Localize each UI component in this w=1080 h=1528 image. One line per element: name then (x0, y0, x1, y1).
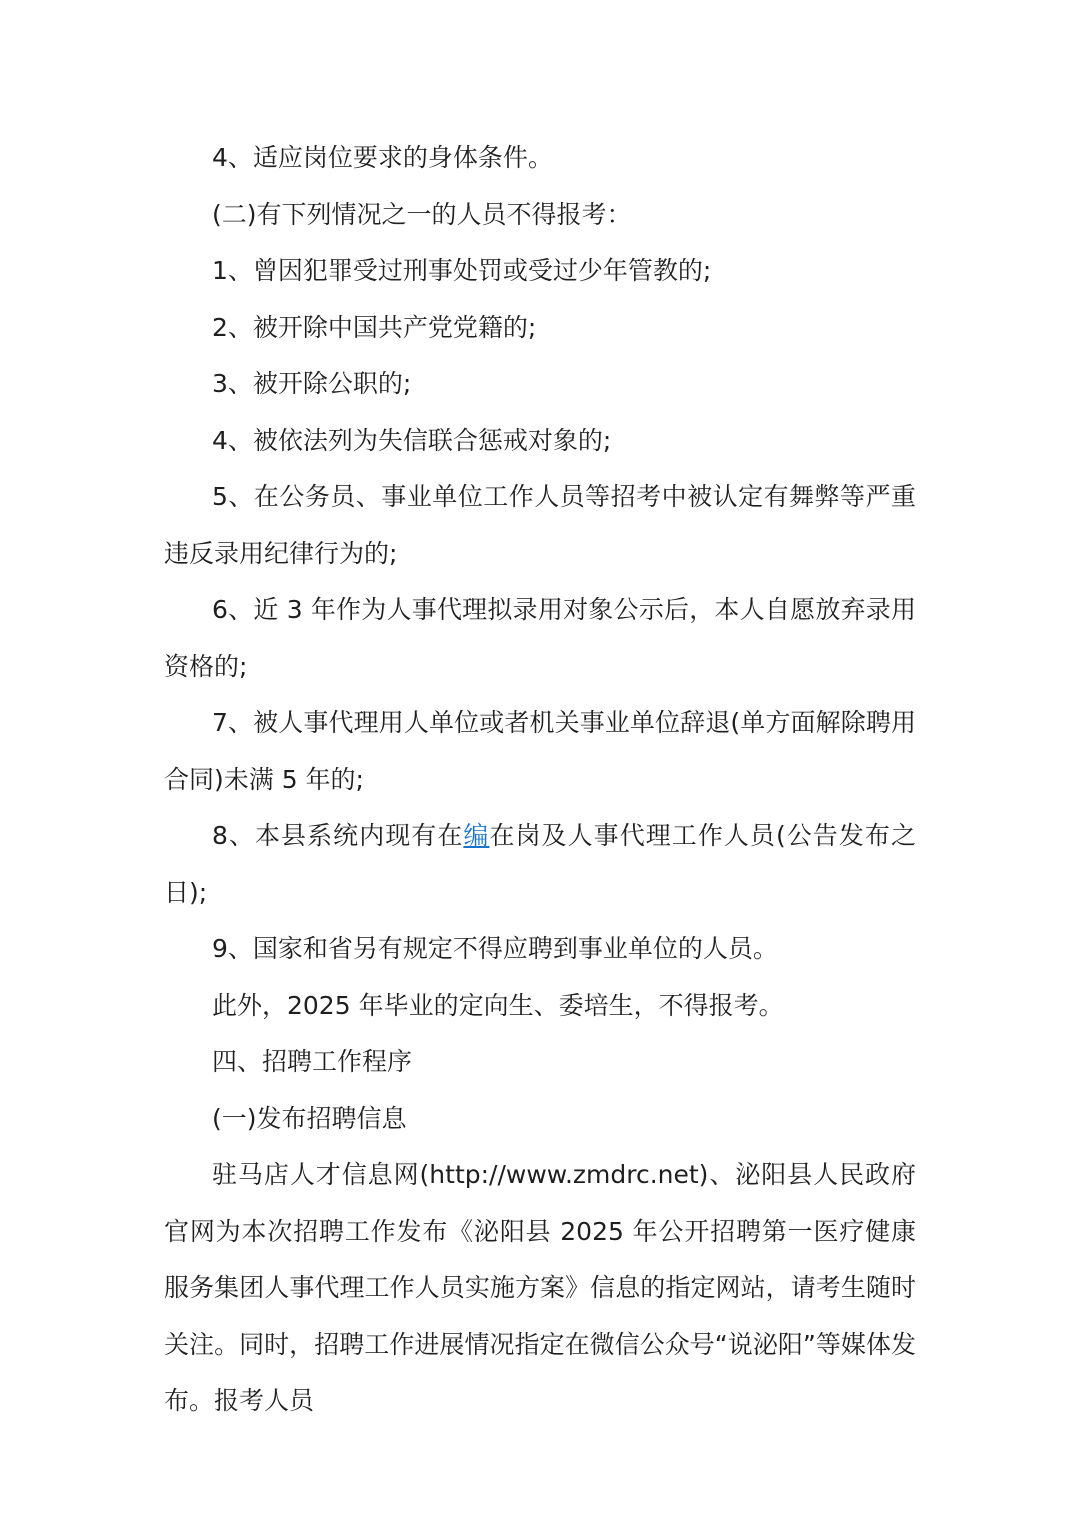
paragraph-exam-fraud: 5、在公务员、事业单位工作人员等招考中被认定有舞弊等严重违反录用纪律行为的; (164, 482, 916, 568)
paragraph-publish-info: 驻马店人才信息网(http://www.zmdrc.net)、泌阳县人民政府官网为本次招聘工作发布《泌阳县 2025 年公开招聘第一医疗健康服务集团人事代理工作人员实施方案》信息的指定网站，请考生随时关注。同时，招聘工作进展情况指定在微信公众号“说泌阳”等媒体发布。报考人员 (164, 1160, 916, 1415)
paragraph-disqualification-heading: (二)有下列情况之一的人员不得报考： (212, 199, 632, 229)
paragraph-current-staff-after: 在岗及人事代理工作人员(公告发布之日); (164, 821, 916, 907)
paragraph-public-office-expulsion: 3、被开除公职的; (212, 369, 412, 398)
inline-link[interactable]: 编 (463, 821, 490, 850)
section-heading-procedure: 四、招聘工作程序 (212, 1047, 413, 1076)
paragraph-physical-condition: 4、适应岗位要求的身体条件。 (212, 143, 553, 172)
paragraph-criminal-record: 1、曾因犯罪受过刑事处罚或受过少年管教的; (212, 256, 712, 285)
paragraph-current-staff (164, 808, 916, 921)
paragraph-graduates-note: 此外，2025 年毕业的定向生、委培生，不得报考。 (212, 990, 784, 1020)
subsection-heading-publish-info: (一)发布招聘信息 (212, 1103, 407, 1133)
paragraph-voluntary-withdrawal: 6、近 3 年作为人事代理拟录用对象公示后，本人自愿放弃录用资格的; (164, 595, 916, 681)
paragraph-dishonesty-list: 4、被依法列为失信联合惩戒对象的; (212, 425, 612, 455)
document-body (164, 130, 916, 1430)
paragraph-current-staff-before: 8、本县系统内现有在 (212, 821, 464, 850)
paragraph-party-expulsion: 2、被开除中国共产党党籍的; (212, 312, 537, 342)
paragraph-other-regulations: 9、国家和省另有规定不得应聘到事业单位的人员。 (212, 934, 778, 963)
paragraph-dismissal: 7、被人事代理用人单位或者机关事业单位辞退(单方面解除聘用合同)未满 5 年的; (164, 708, 916, 794)
